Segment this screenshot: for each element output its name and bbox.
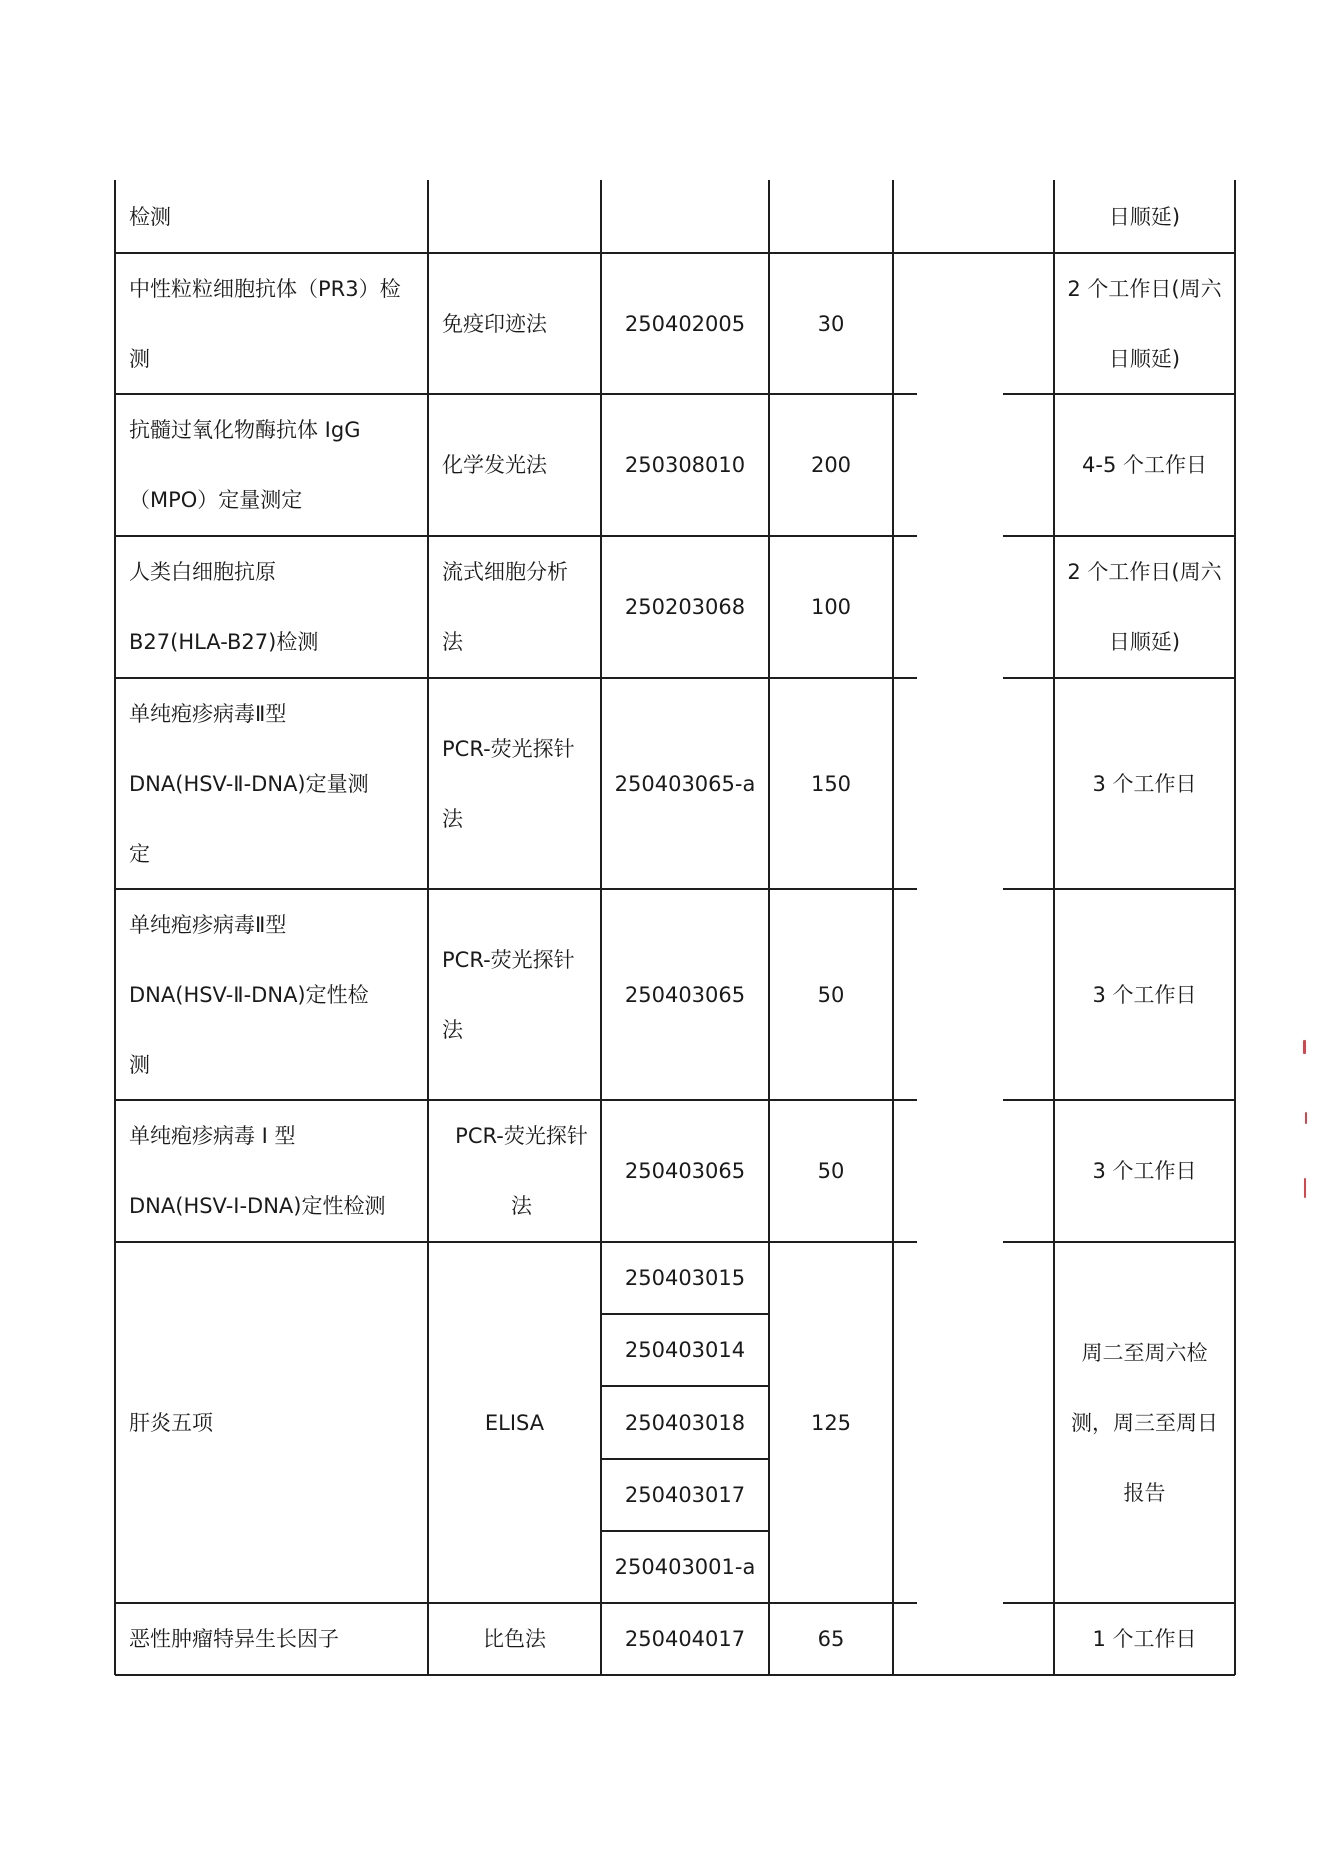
code-cell — [601, 1314, 769, 1386]
method-cell-line: 免疫印迹法 — [442, 311, 547, 336]
price-cell-line: 150 — [810, 771, 852, 796]
scan-mark — [1303, 1040, 1306, 1054]
price-cell — [769, 180, 893, 253]
price-cell-line: 50 — [817, 1159, 845, 1183]
item-name-cell-line: 单纯疱疹病毒Ⅱ型 — [129, 701, 287, 726]
turnaround-cell-line: 4-5 个工作日 — [1082, 453, 1207, 477]
code-cell — [601, 253, 769, 394]
price-cell-line: 200 — [810, 453, 852, 477]
item-name-cell-line: 测 — [129, 346, 150, 371]
method-cell — [428, 536, 601, 678]
price-cell — [769, 394, 893, 536]
price-cell — [769, 1100, 893, 1242]
turnaround-cell — [1054, 180, 1235, 253]
method-cell — [428, 394, 601, 536]
item-name-cell — [115, 1242, 428, 1603]
scan-mark — [1304, 1178, 1306, 1198]
code-cell — [601, 678, 769, 889]
item-name-cell-line: DNA(HSV-Ⅱ-DNA)定性检 — [129, 982, 369, 1007]
method-cell-line: 化学发光法 — [442, 453, 547, 477]
code-cell-line: 250403015 — [624, 1266, 746, 1290]
turnaround-cell-line: 3 个工作日 — [1092, 1159, 1197, 1183]
turnaround-cell — [1054, 394, 1235, 536]
item-name-cell — [115, 889, 428, 1100]
table-rule — [601, 1385, 769, 1387]
item-name-cell — [115, 1603, 428, 1675]
price-cell — [769, 253, 893, 394]
item-name-cell-line: 中性粒粒细胞抗体（PR3）检 — [129, 276, 401, 301]
method-cell-line: 流式细胞分析 — [442, 560, 568, 584]
code-cell-line: 250203068 — [624, 595, 746, 619]
code-cell-line: 250403017 — [624, 1483, 746, 1507]
code-cell-line: 250402005 — [624, 311, 746, 336]
method-cell — [428, 889, 601, 1100]
code-cell-line: 250403018 — [624, 1410, 746, 1435]
method-cell — [428, 1603, 601, 1675]
code-cell-line: 250403001-a — [614, 1555, 756, 1579]
scan-mark — [1305, 1112, 1307, 1124]
item-name-cell — [115, 180, 428, 253]
method-cell-line: 法 — [442, 806, 463, 831]
code-cell — [601, 1531, 769, 1603]
price-cell-line: 125 — [810, 1410, 852, 1435]
code-cell-line: 250404017 — [624, 1627, 746, 1651]
turnaround-cell-line: 1 个工作日 — [1092, 1627, 1197, 1651]
method-cell-line: 比色法 — [483, 1627, 546, 1651]
price-cell — [769, 889, 893, 1100]
code-cell-line: 250403065 — [624, 1159, 746, 1183]
method-cell-line: ELISA — [484, 1410, 545, 1435]
method-cell — [428, 1242, 601, 1603]
method-cell — [428, 678, 601, 889]
price-cell — [769, 1242, 893, 1603]
turnaround-cell-line: 日顺延) — [1108, 346, 1181, 371]
method-cell-line: 法 — [442, 1017, 463, 1042]
code-cell — [601, 180, 769, 253]
code-cell-line: 250403065 — [624, 982, 746, 1007]
turnaround-cell-line: 3 个工作日 — [1092, 771, 1197, 796]
table-rule — [601, 1530, 769, 1532]
code-cell-line: 250403065-a — [614, 771, 756, 796]
item-name-cell-line: 检测 — [129, 204, 171, 229]
item-name-cell — [115, 678, 428, 889]
turnaround-cell-line: 3 个工作日 — [1092, 982, 1197, 1007]
price-cell — [769, 536, 893, 678]
item-name-cell-line: 定 — [129, 841, 150, 866]
code-cell — [601, 1603, 769, 1675]
method-cell — [428, 180, 601, 253]
turnaround-cell — [1054, 889, 1235, 1100]
price-cell-line: 50 — [817, 982, 845, 1007]
turnaround-cell-line: 报告 — [1123, 1480, 1166, 1505]
table-rule — [601, 1458, 769, 1460]
turnaround-cell — [1054, 1100, 1235, 1242]
item-name-cell — [115, 394, 428, 536]
turnaround-cell-line: 2 个工作日(周六 — [1067, 560, 1222, 584]
code-cell — [601, 1242, 769, 1314]
code-cell — [601, 536, 769, 678]
item-name-cell — [115, 253, 428, 394]
item-name-cell — [115, 1100, 428, 1242]
code-cell-line: 250403014 — [624, 1338, 746, 1362]
turnaround-cell-line: 周二至周六检 — [1081, 1340, 1208, 1365]
turnaround-cell — [1054, 1242, 1235, 1603]
item-name-cell-line: DNA(HSV-Ⅱ-DNA)定量测 — [129, 771, 369, 796]
item-name-cell-line: B27(HLA-B27)检测 — [129, 630, 319, 654]
method-cell-line: PCR-荧光探针 — [442, 947, 575, 972]
turnaround-cell — [1054, 253, 1235, 394]
turnaround-cell-line: 日顺延) — [1108, 630, 1181, 654]
item-name-cell-line: 单纯疱疹病毒Ⅱ型 — [129, 912, 287, 937]
code-cell — [601, 1100, 769, 1242]
method-cell-line: 法 — [442, 630, 463, 654]
code-cell — [601, 1386, 769, 1459]
code-cell — [601, 1459, 769, 1531]
price-cell — [769, 678, 893, 889]
item-name-cell-line: 肝炎五项 — [129, 1410, 213, 1435]
item-name-cell-line: 测 — [129, 1052, 150, 1077]
item-name-cell-line: DNA(HSV-I-DNA)定性检测 — [129, 1194, 386, 1218]
code-cell — [601, 394, 769, 536]
price-cell — [769, 1603, 893, 1675]
item-name-cell-line: 人类白细胞抗原 — [129, 560, 276, 584]
item-name-cell-line: 单纯疱疹病毒 I 型 — [129, 1124, 296, 1148]
method-cell-line: PCR-荧光探针 — [455, 1124, 588, 1148]
price-cell-line: 100 — [810, 595, 852, 619]
item-name-cell-line: 抗髓过氧化物酶抗体 IgG — [129, 418, 361, 442]
price-cell-line: 30 — [817, 311, 845, 336]
method-cell — [428, 1100, 601, 1242]
table-rule — [601, 1313, 769, 1315]
item-name-cell — [115, 536, 428, 678]
method-cell-line: 法 — [511, 1194, 532, 1218]
item-name-cell-line: （MPO）定量测定 — [129, 488, 303, 512]
turnaround-cell-line: 日顺延) — [1108, 204, 1181, 229]
method-cell — [428, 253, 601, 394]
turnaround-cell — [1054, 536, 1235, 678]
item-name-cell-line: 恶性肿瘤特异生长因子 — [129, 1627, 339, 1651]
price-cell-line: 65 — [817, 1627, 845, 1651]
turnaround-cell-line: 测，周三至周日 — [1071, 1410, 1218, 1435]
turnaround-cell — [1054, 678, 1235, 889]
turnaround-cell-line: 2 个工作日(周六 — [1067, 276, 1222, 301]
method-cell-line: PCR-荧光探针 — [442, 736, 575, 761]
code-cell-line: 250308010 — [624, 453, 746, 477]
turnaround-cell — [1054, 1603, 1235, 1675]
code-cell — [601, 889, 769, 1100]
